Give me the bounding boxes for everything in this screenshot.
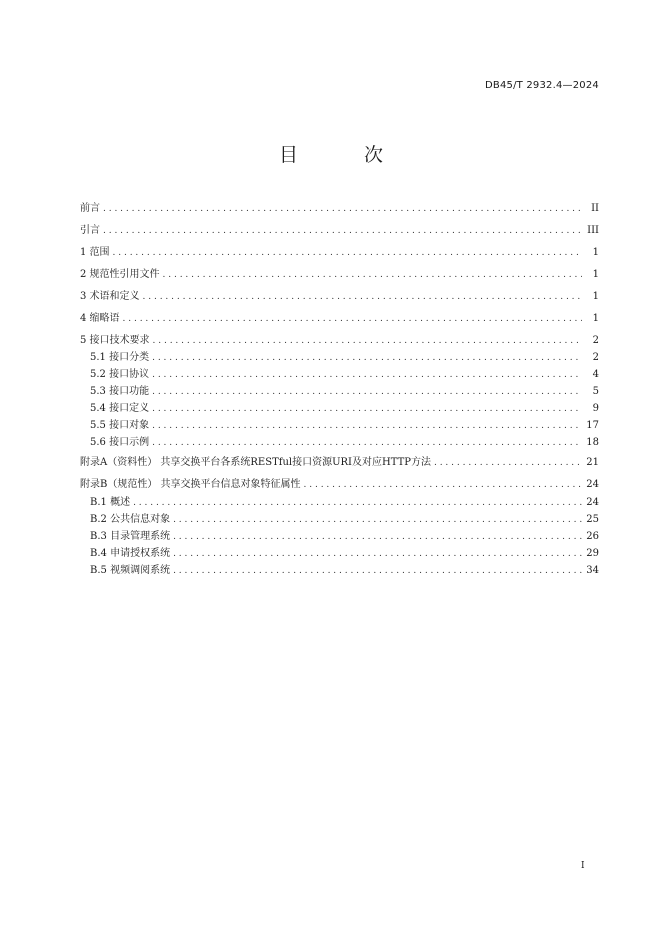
toc-entry[interactable] xyxy=(80,290,599,304)
toc-entry[interactable] xyxy=(80,334,599,348)
toc-entry-page: 17 xyxy=(586,420,599,431)
toc-entry[interactable] xyxy=(90,351,599,365)
toc-leader-dots xyxy=(113,246,582,260)
toc-entry-page: 24 xyxy=(586,497,599,508)
toc-entry[interactable] xyxy=(80,202,599,216)
toc-leader-dots xyxy=(173,530,582,544)
page-number: I xyxy=(581,861,585,871)
toc-entry[interactable] xyxy=(90,436,599,450)
toc-entry-label: 5.3 接口功能 xyxy=(90,386,150,397)
toc-entry-label: 附录B（规范性） 共享交换平台信息对象特征属性 xyxy=(80,479,301,490)
toc-leader-dots xyxy=(304,478,582,492)
toc-entry-label: 5.2 接口协议 xyxy=(90,369,150,380)
toc-entry[interactable] xyxy=(80,224,599,238)
toc-leader-dots xyxy=(152,436,582,450)
toc-leader-dots xyxy=(123,312,582,326)
toc-entry-page: III xyxy=(587,225,599,236)
toc-entry[interactable] xyxy=(90,496,599,510)
toc-entry-page: 1 xyxy=(592,313,599,324)
toc-entry[interactable] xyxy=(80,478,599,492)
toc-entry[interactable] xyxy=(90,564,599,578)
toc-entry-page: 4 xyxy=(592,369,599,380)
toc-leader-dots xyxy=(152,351,582,365)
toc-entry-label: 2 规范性引用文件 xyxy=(80,269,160,280)
toc-entry-label: 5.6 接口示例 xyxy=(90,437,150,448)
toc-leader-dots xyxy=(153,334,582,348)
toc-entry-label: B.2 公共信息对象 xyxy=(90,514,171,525)
toc-entry-label: 前言 xyxy=(80,203,100,214)
toc-entry-page: II xyxy=(591,203,599,214)
toc-entry-page: 1 xyxy=(592,291,599,302)
toc-entry[interactable] xyxy=(80,456,599,470)
toc-leader-dots xyxy=(173,564,582,578)
toc-leader-dots xyxy=(152,385,582,399)
toc-entry-label: 引言 xyxy=(80,225,100,236)
toc-title: 目 次 xyxy=(278,144,414,166)
toc-leader-dots xyxy=(173,513,582,527)
toc-leader-dots xyxy=(173,547,582,561)
document-code: DB45/T 2932.4—2024 xyxy=(485,80,599,91)
toc-leader-dots xyxy=(103,224,582,238)
toc-entry-page: 24 xyxy=(586,479,599,490)
toc-entry-label: B.5 视频调阅系统 xyxy=(90,565,171,576)
toc-leader-dots xyxy=(133,496,582,510)
toc-entry[interactable] xyxy=(80,268,599,282)
toc-entry-page: 1 xyxy=(592,269,599,280)
toc-entry-label: 4 缩略语 xyxy=(80,313,120,324)
toc-leader-dots xyxy=(434,456,582,470)
toc-entry-label: 附录A（资料性） 共享交换平台各系统RESTful接口资源URI及对应HTTP方法 xyxy=(80,457,431,468)
toc-entry-page: 2 xyxy=(592,352,599,363)
toc-entry-page: 21 xyxy=(586,457,599,468)
toc-entry-page: 9 xyxy=(592,403,599,414)
toc-entry-page: 29 xyxy=(586,548,599,559)
toc-entry-label: 1 范围 xyxy=(80,247,110,258)
toc-entry-label: 3 术语和定义 xyxy=(80,291,140,302)
toc-leader-dots xyxy=(152,402,582,416)
toc-entry-label: B.4 申请授权系统 xyxy=(90,548,171,559)
toc-entry[interactable] xyxy=(80,312,599,326)
toc-entry-page: 25 xyxy=(586,514,599,525)
toc-entry-label: B.3 目录管理系统 xyxy=(90,531,171,542)
toc-entry-page: 1 xyxy=(592,247,599,258)
toc-entry-label: 5.5 接口对象 xyxy=(90,420,150,431)
toc-entry-label: 5 接口技术要求 xyxy=(80,335,150,346)
toc-leader-dots xyxy=(103,202,582,216)
toc-entry[interactable] xyxy=(90,402,599,416)
toc-leader-dots xyxy=(152,419,582,433)
toc-entry-page: 5 xyxy=(592,386,599,397)
toc-entry-page: 18 xyxy=(586,437,599,448)
toc-entry[interactable] xyxy=(90,385,599,399)
toc-leader-dots xyxy=(152,368,582,382)
toc-entry-page: 2 xyxy=(592,335,599,346)
toc-entry[interactable] xyxy=(90,547,599,561)
toc-entry-label: 5.1 接口分类 xyxy=(90,352,150,363)
toc-entry-label: B.1 概述 xyxy=(90,497,131,508)
toc-entry[interactable] xyxy=(90,419,599,433)
toc-entry[interactable] xyxy=(90,513,599,527)
toc-leader-dots xyxy=(163,268,582,282)
toc-entry-label: 5.4 接口定义 xyxy=(90,403,150,414)
toc-entry[interactable] xyxy=(80,246,599,260)
toc-leader-dots xyxy=(143,290,582,304)
toc-entry-page: 26 xyxy=(586,531,599,542)
toc-entry[interactable] xyxy=(90,530,599,544)
toc-entry[interactable] xyxy=(90,368,599,382)
toc-entry-page: 34 xyxy=(586,565,599,576)
